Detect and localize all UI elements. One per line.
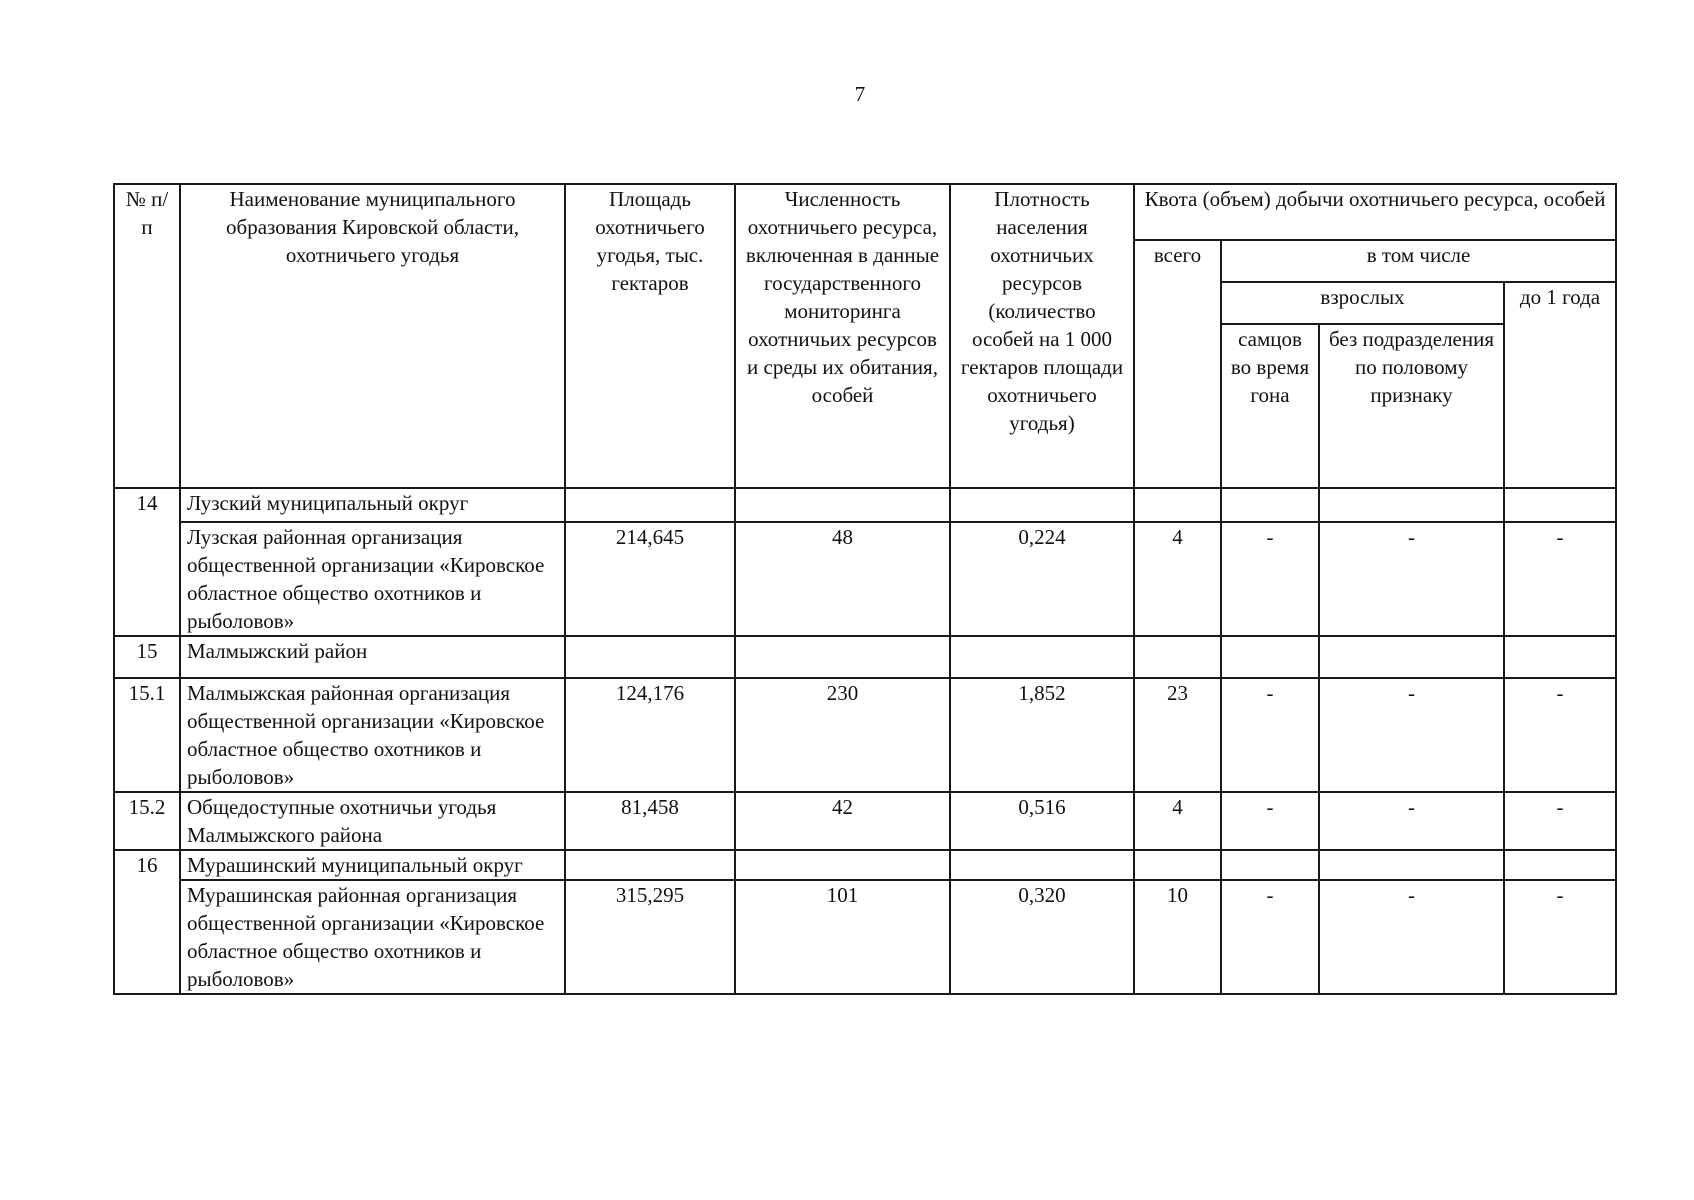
row-name: Малмыжская районная организация общественной организации «Кировское областное общество охотников и рыболовов» [180, 678, 565, 792]
table-row [114, 488, 1616, 522]
row-nosex [1319, 636, 1504, 678]
row-total: 4 [1134, 792, 1221, 850]
quota-table [113, 183, 1617, 995]
row-name: Малмыжский район [180, 636, 565, 678]
header-area: Площадь охотничьего угодья, тыс. гектаров [565, 184, 735, 488]
row-num: 16 [114, 850, 180, 994]
row-nosex [1319, 488, 1504, 522]
row-area [565, 850, 735, 880]
row-density [950, 850, 1134, 880]
row-density [950, 488, 1134, 522]
row-area [565, 488, 735, 522]
table-row [114, 636, 1616, 678]
header-quota: Квота (объем) добычи охотничьего ресурса, особей [1134, 184, 1616, 240]
row-young: - [1504, 678, 1616, 792]
row-nosex: - [1319, 522, 1504, 636]
header-adults: взрослых [1221, 282, 1504, 324]
row-males [1221, 488, 1319, 522]
row-density: 0,224 [950, 522, 1134, 636]
row-name: Общедоступные охотничьи угодья Малмыжского района [180, 792, 565, 850]
row-males [1221, 850, 1319, 880]
row-males [1221, 636, 1319, 678]
table-row [114, 880, 1616, 994]
header-density: Плотность населения охотничьих ресурсов (количество особей на 1 000 гектаров площади охотничьего угодья) [950, 184, 1134, 488]
row-density [950, 636, 1134, 678]
row-total: 10 [1134, 880, 1221, 994]
row-young: - [1504, 792, 1616, 850]
row-males: - [1221, 522, 1319, 636]
row-nosex: - [1319, 880, 1504, 994]
row-total [1134, 488, 1221, 522]
row-young [1504, 488, 1616, 522]
row-num: 15.1 [114, 678, 180, 792]
page-number: 7 [854, 82, 866, 106]
row-density: 0,320 [950, 880, 1134, 994]
row-nosex: - [1319, 678, 1504, 792]
row-name: Лузская районная организация общественной организации «Кировское областное общество охотников и рыболовов» [180, 522, 565, 636]
row-population [735, 636, 950, 678]
row-population: 101 [735, 880, 950, 994]
row-males: - [1221, 792, 1319, 850]
row-total: 4 [1134, 522, 1221, 636]
row-population [735, 488, 950, 522]
header-males-rut: самцов во время гона [1221, 324, 1319, 488]
row-area: 214,645 [565, 522, 735, 636]
header-including: в том числе [1221, 240, 1616, 282]
row-young: - [1504, 880, 1616, 994]
row-males: - [1221, 678, 1319, 792]
row-density: 1,852 [950, 678, 1134, 792]
row-males: - [1221, 880, 1319, 994]
row-name: Лузский муниципальный округ [180, 488, 565, 522]
row-total: 23 [1134, 678, 1221, 792]
row-nosex [1319, 850, 1504, 880]
row-young: - [1504, 522, 1616, 636]
row-num: 15 [114, 636, 180, 678]
header-under-one: до 1 года [1504, 282, 1616, 488]
row-area: 81,458 [565, 792, 735, 850]
row-nosex: - [1319, 792, 1504, 850]
table-row [114, 850, 1616, 880]
row-young [1504, 850, 1616, 880]
header-name: Наименование муниципального образования Кировской области, охотничьего угодья [180, 184, 565, 488]
header-no-sex: без подразделения по половому признаку [1319, 324, 1504, 488]
row-population [735, 850, 950, 880]
row-total [1134, 850, 1221, 880]
table-row [114, 792, 1616, 850]
row-young [1504, 636, 1616, 678]
table-row [114, 678, 1616, 792]
row-area: 124,176 [565, 678, 735, 792]
header-num: № п/п [114, 184, 180, 488]
row-total [1134, 636, 1221, 678]
row-num: 14 [114, 488, 180, 636]
row-name: Мурашинский муниципальный округ [180, 850, 565, 880]
row-num: 15.2 [114, 792, 180, 850]
row-population: 48 [735, 522, 950, 636]
table-row [114, 522, 1616, 636]
row-density: 0,516 [950, 792, 1134, 850]
row-population: 230 [735, 678, 950, 792]
row-area: 315,295 [565, 880, 735, 994]
row-population: 42 [735, 792, 950, 850]
header-population: Численность охотничьего ресурса, включенная в данные государственного мониторинга охотничьих ресурсов и среды их обитания, особей [735, 184, 950, 488]
header-total: всего [1134, 240, 1221, 488]
row-area [565, 636, 735, 678]
row-name: Мурашинская районная организация общественной организации «Кировское областное общество охотников и рыболовов» [180, 880, 565, 994]
